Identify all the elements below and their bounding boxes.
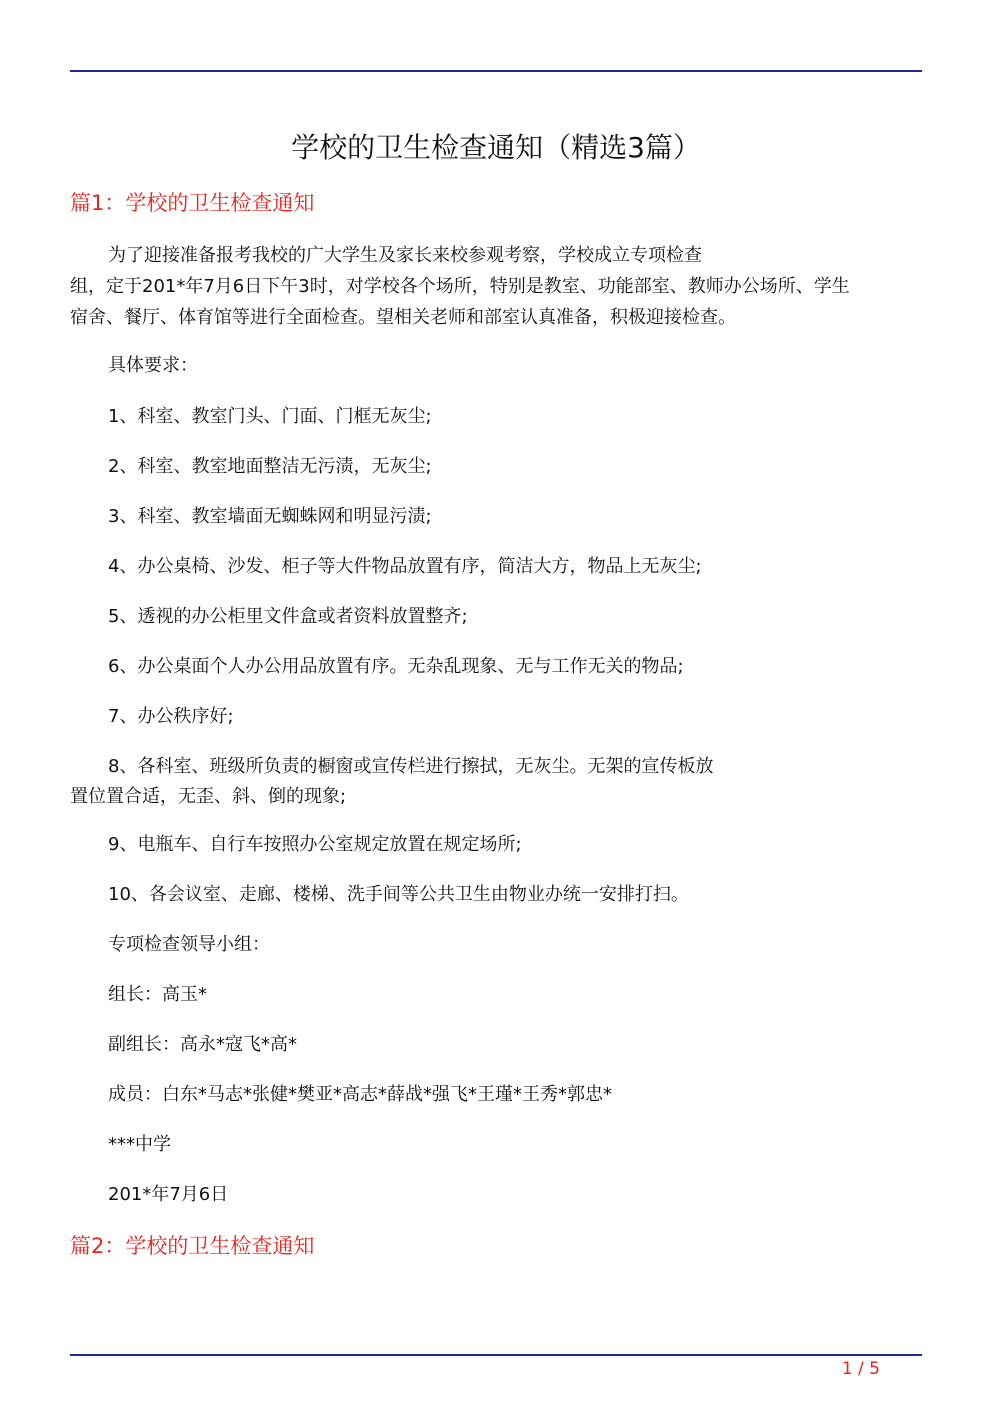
intro-line-2: 组，定于201*年7月6日下午3时，对学校各个场所，特别是教室、功能部室、教师办公场所、学生 xyxy=(70,276,850,297)
top-divider xyxy=(70,70,922,72)
requirements-label: 具体要求： xyxy=(108,355,198,376)
group-members: 成员：白东*马志*张健*樊亚*高志*薛战*强飞*王瑾*王秀*郭忠* xyxy=(108,1084,612,1105)
requirement-item-5: 5、透视的办公柜里文件盒或者资料放置整齐; xyxy=(108,606,468,627)
requirement-item-8-line-2: 置位置合适，无歪、斜、倒的现象; xyxy=(70,786,347,807)
requirement-item-3: 3、科室、教室墙面无蜘蛛网和明显污渍; xyxy=(108,506,432,527)
bottom-divider xyxy=(70,1354,922,1356)
document-title: 学校的卫生检查通知（精选3篇） xyxy=(291,131,701,164)
requirement-item-4: 4、办公桌椅、沙发、柜子等大件物品放置有序，简洁大方，物品上无灰尘; xyxy=(108,556,702,577)
section-1-heading: 篇1：学校的卫生检查通知 xyxy=(70,191,315,215)
requirement-item-8-line-1: 8、各科室、班级所负责的橱窗或宣传栏进行擦拭，无灰尘。无架的宣传板放 xyxy=(108,756,714,777)
school-signature: ***中学 xyxy=(108,1134,171,1155)
requirement-item-10: 10、各会议室、走廊、楼梯、洗手间等公共卫生由物业办统一安排打扫。 xyxy=(108,884,689,905)
intro-line-3: 宿舍、餐厅、体育馆等进行全面检查。望相关老师和部室认真准备，积极迎接检查。 xyxy=(70,307,736,328)
section-2-heading: 篇2：学校的卫生检查通知 xyxy=(70,1234,315,1258)
requirement-item-2: 2、科室、教室地面整洁无污渍，无灰尘; xyxy=(108,456,432,477)
group-label: 专项检查领导小组： xyxy=(108,934,270,955)
document-date: 201*年7月6日 xyxy=(108,1184,229,1205)
group-leader: 组长：高玉* xyxy=(108,984,207,1005)
requirement-item-7: 7、办公秩序好; xyxy=(108,706,234,727)
page-number: 1 / 5 xyxy=(841,1359,880,1379)
requirement-item-9: 9、电瓶车、自行车按照办公室规定放置在规定场所; xyxy=(108,834,522,855)
intro-line-1: 为了迎接准备报考我校的广大学生及家长来校参观考察，学校成立专项检查 xyxy=(108,245,702,266)
group-vice-leader: 副组长：高永*寇飞*高* xyxy=(108,1034,297,1055)
requirement-item-1: 1、科室、教室门头、门面、门框无灰尘; xyxy=(108,406,432,427)
requirement-item-6: 6、办公桌面个人办公用品放置有序。无杂乱现象、无与工作无关的物品; xyxy=(108,656,684,677)
